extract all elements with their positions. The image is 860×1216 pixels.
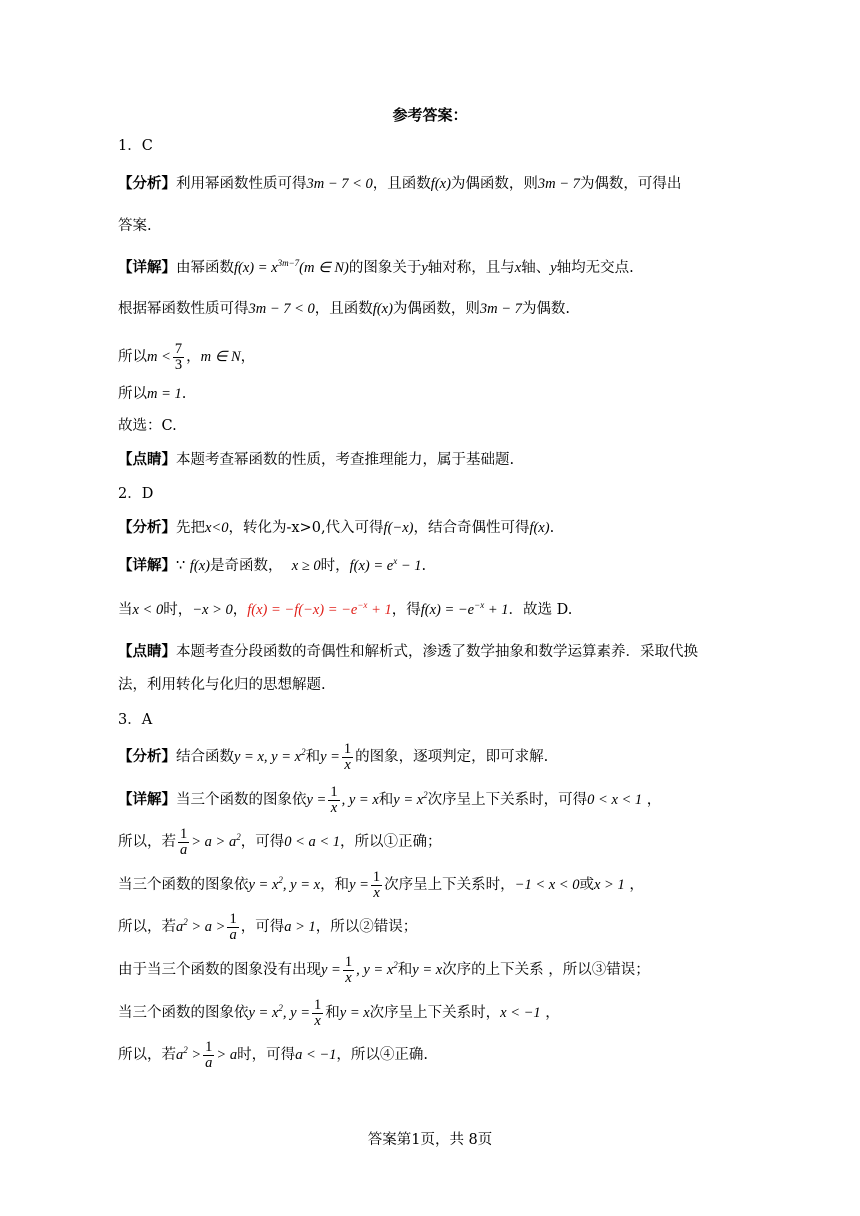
- q2-comment: 【点睛】本题考查分段函数的奇偶性和解析式，渗透了数学抽象和数学运算素养．采取代换: [118, 643, 698, 660]
- q3-detail-line2: 所以，若 $\frac{1}{a}$ > $a > a^2$，可得0 < a < 1，所以①正确；: [118, 825, 442, 858]
- page-title: 参考答案：: [392, 106, 468, 124]
- q1-analysis-cont: 答案.: [118, 218, 152, 234]
- q2-detail-line2: 当x < 0时，−x > 0，$f(x) = -f(-x) = -e^{-x} + 1$，得$f(x) = -e^{-x} + 1$．故选 D.: [118, 600, 573, 618]
- q2-comment-cont: 法，利用转化与化归的思想解题.: [118, 677, 326, 693]
- q3-detail-line5: 由于当三个函数的图象没有出现y = $\frac{1}{x}$ , $y = x^2$和y = x次序的上下关系 ，所以③错误；: [118, 953, 650, 986]
- q1-detail: 【详解】由幂函数$f(x) = x^{3m-7}(m$ ∈ N)的图象关于y轴对称，且与x轴、y轴均无交点.: [118, 258, 634, 276]
- q3-detail-line6: 当三个函数的图象依$y = x^2$, y = $\frac{1}{x}$ 和y = x次序呈上下关系时，x < −1 ，: [118, 996, 560, 1029]
- q2-detail: 【详解】∵ f(x)是奇函数， x ≥ 0时，$f(x) = e^x - 1$.: [118, 556, 427, 574]
- q2-answer: 2．D: [118, 486, 154, 502]
- q3-detail-line3: 当三个函数的图象依$y = x^2$, y = x，和y = $\frac{1}{x}$ 次序呈上下关系时，−1 < x < 0或x > 1 ，: [118, 868, 644, 901]
- q3-answer: 3．A: [118, 712, 153, 728]
- q1-analysis: 【分析】利用幂函数性质可得3m − 7 < 0，且函数f(x)为偶函数，则3m − 7为偶数，可得出: [118, 175, 682, 192]
- page-footer: 答案第1页，共 8页: [367, 1132, 493, 1148]
- q3-detail-line7: 所以，若$a^2$ > $\frac{1}{a}$ > a时，可得a < −1，所以④正确.: [118, 1038, 429, 1071]
- q3-detail-line4: 所以，若$a^2 > a$ > $\frac{1}{a}$ ，可得a > 1，所以②错误；: [118, 910, 418, 943]
- q1-comment: 【点睛】本题考查幂函数的性质，考查推理能力，属于基础题.: [118, 451, 515, 468]
- q1-detail-line4: 所以m = 1.: [118, 386, 187, 402]
- q1-answer: 1．C: [118, 138, 153, 154]
- q3-detail: 【详解】当三个函数的图象依y = $\frac{1}{x}$ , y = x和$y = x^2$次序呈上下关系时，可得0 < x < 1 ，: [118, 783, 662, 816]
- q3-analysis: 【分析】结合函数y = x, $y = x^2$和y = $\frac{1}{x}$ 的图象，逐项判定，即可求解.: [118, 740, 549, 773]
- q1-detail-line2: 根据幂函数性质可得3m − 7 < 0，且函数f(x)为偶函数，则3m − 7为偶数.: [118, 301, 571, 317]
- q1-detail-line3: 所以m < $\frac{7}{3}$ ，m ∈ N，: [118, 340, 256, 373]
- q2-analysis: 【分析】先把x<0，转化为-x>0,代入可得f(−x)，结合奇偶性可得f(x).: [118, 519, 555, 536]
- q1-choose: 故选：C.: [118, 418, 177, 434]
